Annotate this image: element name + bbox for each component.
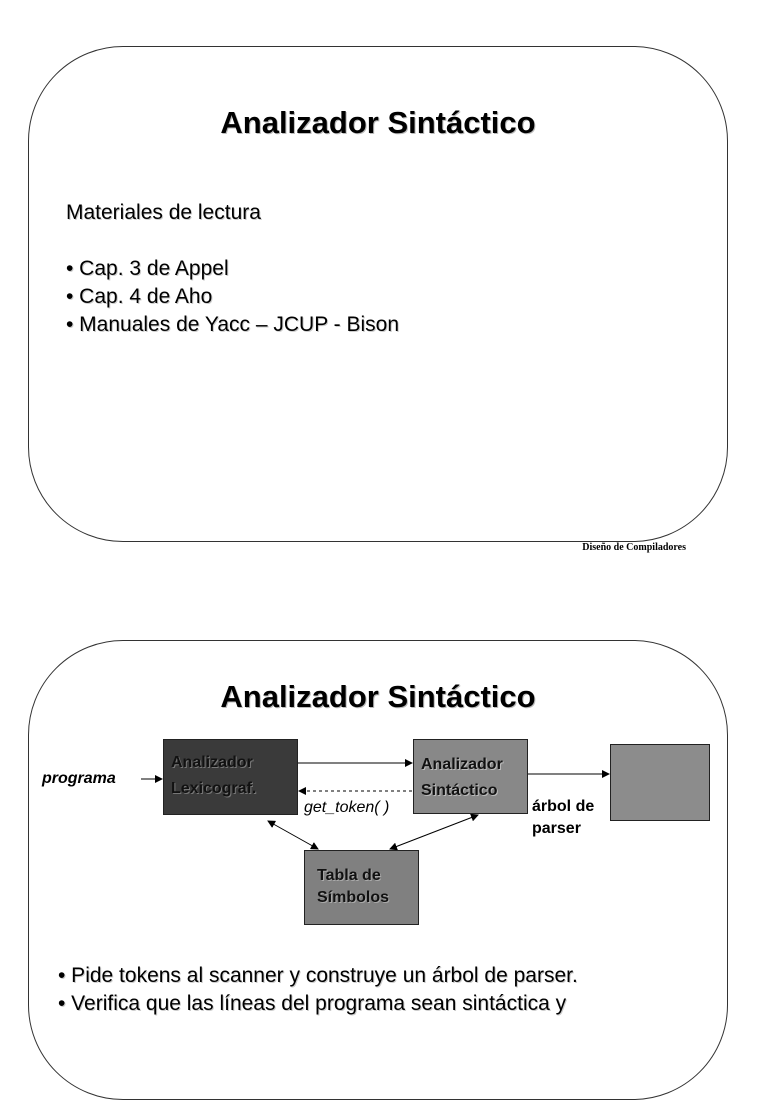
symbol-table-box xyxy=(304,850,419,925)
parse-tree-label xyxy=(532,796,594,840)
slide-2-title: Analizador Sintáctico xyxy=(220,679,536,714)
lexer-box-label: Lexicograf. xyxy=(171,780,257,797)
parse-tree-label-line: árbol de xyxy=(532,798,595,815)
bullet-item: • Verifica que las líneas del programa sean sintáctica y xyxy=(58,992,567,1015)
symbol-table-label: Símbolos xyxy=(317,889,390,906)
parse-tree-label-line: parser xyxy=(532,820,581,837)
slide-1-title: Analizador Sintáctico xyxy=(220,105,536,140)
parser-box-label: Analizador xyxy=(421,756,503,773)
slide-footer: Diseño de Compiladores xyxy=(582,542,686,553)
lexer-box-label: Analizador xyxy=(171,754,253,771)
reading-list-item: • Manuales de Yacc – JCUP - Bison xyxy=(66,313,400,336)
programa-label: programa xyxy=(42,770,116,787)
slide-1 xyxy=(28,46,728,542)
parser-box-label: Sintáctico xyxy=(421,782,498,799)
get-token-label: get_token( ) xyxy=(304,799,390,816)
reading-list-item: • Cap. 3 de Appel xyxy=(66,257,229,280)
parse-tree-box xyxy=(610,744,710,821)
symbol-table-label: Tabla de xyxy=(317,867,381,884)
materials-heading: Materiales de lectura xyxy=(66,201,261,224)
reading-list xyxy=(66,255,399,339)
lexer-box xyxy=(163,739,298,815)
reading-list-item: • Cap. 4 de Aho xyxy=(66,285,213,308)
bullet-item: • Pide tokens al scanner y construye un árbol de parser. xyxy=(58,964,578,987)
slide-2-bullets xyxy=(58,962,578,1018)
parser-box xyxy=(413,739,528,814)
